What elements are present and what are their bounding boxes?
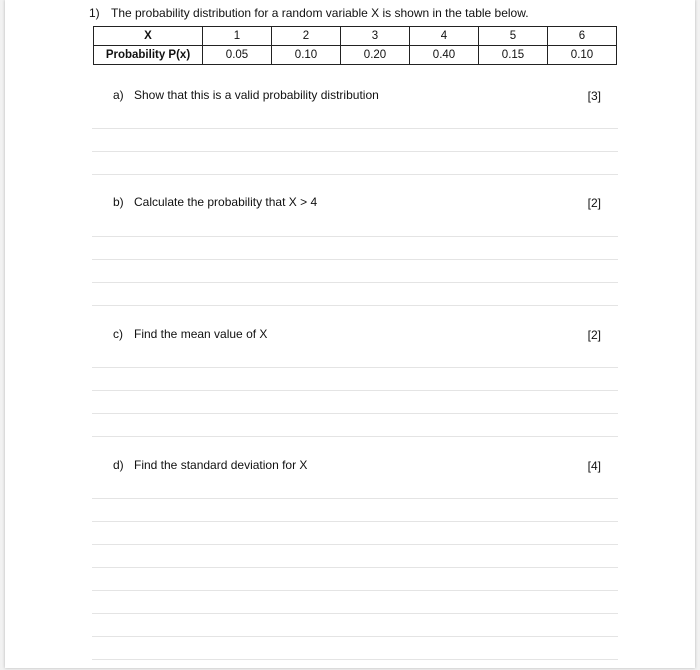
probability-table [93, 26, 617, 65]
part-d-marks: [4] [587, 459, 601, 473]
answer-line [92, 390, 618, 391]
answer-line [92, 367, 618, 368]
part-c-prompt [113, 327, 267, 341]
part-letter: c) [113, 327, 123, 341]
question-header [89, 6, 529, 20]
probability-value: 0.10 [548, 46, 617, 65]
x-row [94, 27, 617, 46]
answer-line [92, 544, 618, 545]
probability-value: 0.10 [272, 46, 341, 65]
x-value: 5 [479, 27, 548, 46]
answer-line [92, 567, 618, 568]
probability-value: 0.20 [341, 46, 410, 65]
answer-line [92, 498, 618, 499]
part-text: Find the mean value of X [134, 327, 268, 341]
part-letter: d) [113, 458, 124, 472]
probability-value: 0.15 [479, 46, 548, 65]
part-b-prompt [113, 195, 317, 209]
answer-line [92, 128, 618, 129]
part-a-prompt [113, 88, 379, 102]
worksheet-page [5, 0, 695, 668]
probability-header: Probability P(x) [94, 46, 203, 65]
answer-line [92, 590, 618, 591]
probability-row [94, 46, 617, 65]
x-header: X [94, 27, 203, 46]
part-d-prompt [113, 458, 307, 472]
x-value: 3 [341, 27, 410, 46]
question-number: 1) [89, 6, 100, 20]
answer-line [92, 174, 618, 175]
part-text: Show that this is a valid probability distribution [134, 88, 379, 102]
part-text: Find the standard deviation for X [134, 458, 308, 472]
question-text: The probability distribution for a random variable X is shown in the table below. [111, 6, 529, 20]
answer-line [92, 151, 618, 152]
part-a-marks: [3] [587, 89, 601, 103]
answer-line [92, 436, 618, 437]
part-letter: b) [113, 195, 124, 209]
part-text: Calculate the probability that X > 4 [134, 195, 318, 209]
x-value: 6 [548, 27, 617, 46]
x-value: 1 [203, 27, 272, 46]
part-c-marks: [2] [587, 328, 601, 342]
answer-line [92, 521, 618, 522]
x-value: 4 [410, 27, 479, 46]
answer-line [92, 413, 618, 414]
answer-line [92, 613, 618, 614]
answer-line [92, 282, 618, 283]
part-letter: a) [113, 88, 124, 102]
answer-line [92, 305, 618, 306]
probability-value: 0.05 [203, 46, 272, 65]
answer-line [92, 659, 618, 660]
answer-line [92, 236, 618, 237]
answer-line [92, 636, 618, 637]
answer-line [92, 259, 618, 260]
part-b-marks: [2] [587, 196, 601, 210]
x-value: 2 [272, 27, 341, 46]
probability-value: 0.40 [410, 46, 479, 65]
